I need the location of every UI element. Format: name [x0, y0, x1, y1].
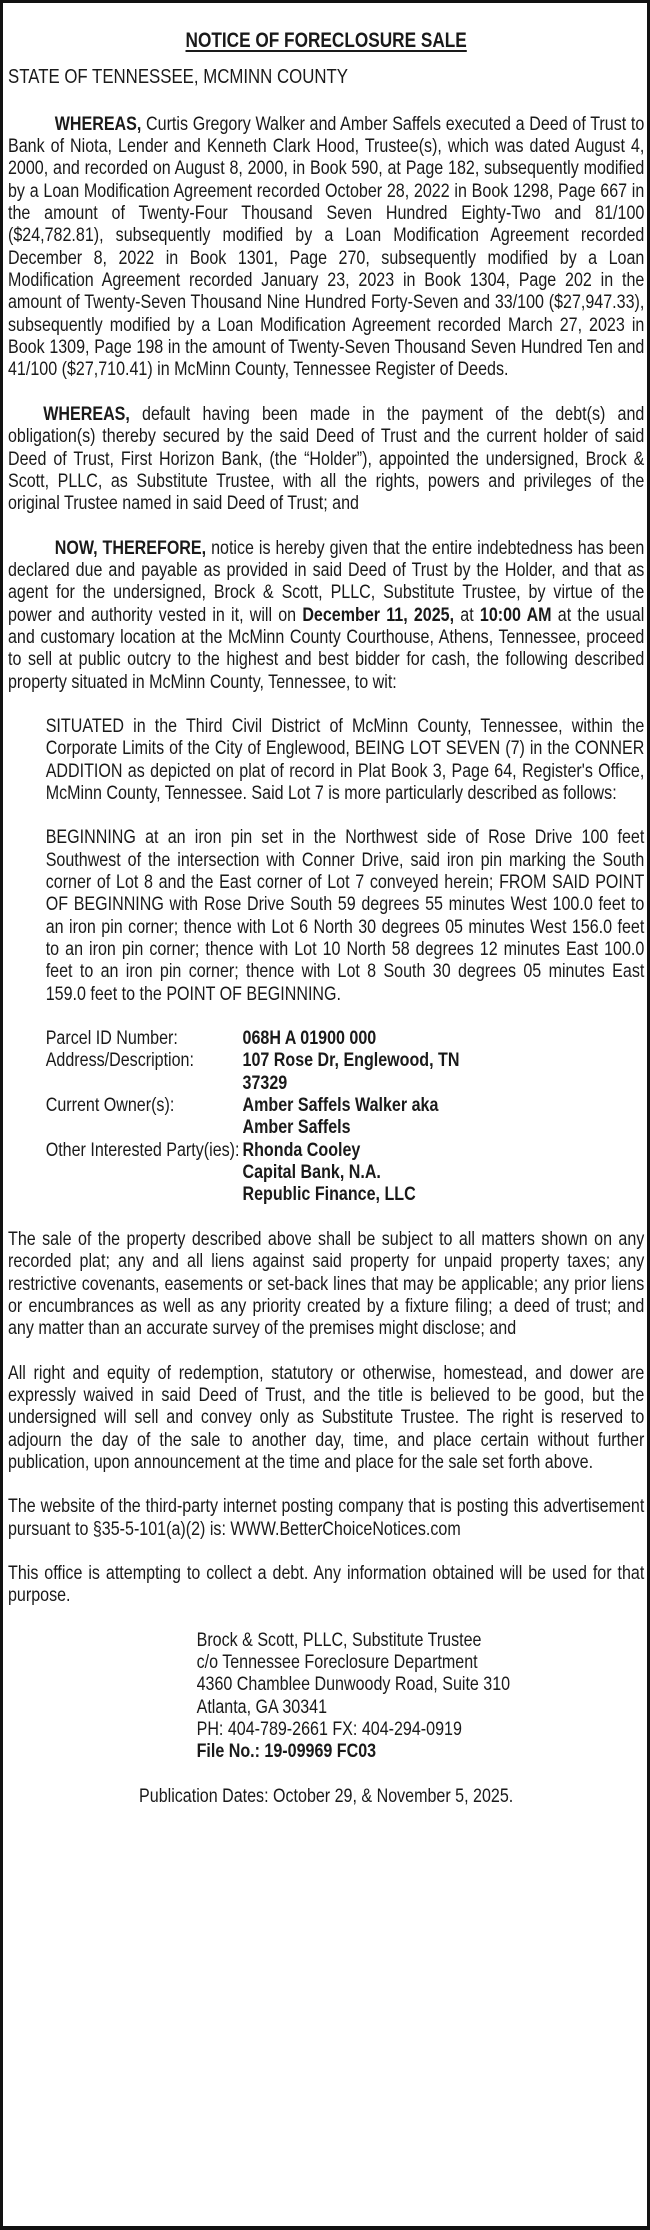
signature-line: Brock & Scott, PLLC, Substitute Trustee	[196, 1628, 482, 1651]
beginning-paragraph: BEGINNING at an iron pin set in the Northwest side of Rose Drive 100 feet Southwest of the intersection with Conner Drive, said iron pin marking the South corner of Lot 8 and the East corner of Lot 7 conveyed herein; FROM SAID POINT OF BEGINNING with Rose Drive South 59 degrees 55 minutes West 100.0 feet to an iron pin corner; thence with Lot 6 North 30 degrees 05 minutes West 156.0 feet to an iron pin corner; thence with Lot 10 North 58 degrees 12 minutes East 100.0 feet to an iron pin corner; thence with Lot 8 South 30 degrees 05 minutes East 159.0 feet to the POINT OF BEGINNING.	[45, 826, 645, 1005]
address-value: 107 Rose Dr, Englewood, TN 37329	[242, 1049, 460, 1094]
now-therefore-text: at the usual and customary location at the McMinn County Courthouse, Athens, Tennessee, proceed to sell at public outcry to the highest and best bidder for cash, the following described property situated in McMinn County, Tennessee, to wit:	[8, 603, 645, 693]
whereas-deed-paragraph	[8, 113, 644, 381]
signature-line: c/o Tennessee Foreclosure Department	[196, 1650, 478, 1673]
signature-line: PH: 404-789-2661 FX: 404-294-0919	[196, 1718, 462, 1740]
sale-date: December 11, 2025,	[302, 603, 455, 626]
debt-notice-paragraph: This office is attempting to collect a debt. Any information obtained will be used for that purpose.	[8, 1561, 645, 1607]
now-therefore-text: at	[454, 603, 480, 626]
info-label: Address/Description:	[45, 1049, 194, 1072]
property-description	[46, 715, 645, 1206]
signature-line: 4360 Chamblee Dunwoody Road, Suite 310	[196, 1673, 511, 1696]
redemption-paragraph: All right and equity of redemption, statutory or otherwise, homestead, and dower are expressly waived in said Deed of Trust, and the title is believed to be good, but the undersigned will sell and convey only as Substitute Trustee. The right is reserved to adjourn the day of the sale to another day, time, and place certain without further publication, upon announcement at the time and place for the sale set forth above.	[8, 1361, 645, 1473]
interested-parties-value: Rhonda Cooley Capital Bank, N.A. Republic Finance, LLC	[242, 1138, 416, 1206]
whereas-lead: WHEREAS,	[54, 112, 142, 135]
info-label: Other Interested Party(ies):	[45, 1138, 240, 1161]
publication-dates: Publication Dates: October 29, & November 5, 2025.	[139, 1784, 514, 1807]
file-number: File No.: 19-09969 FC03	[196, 1740, 377, 1763]
info-label: Current Owner(s):	[45, 1094, 175, 1117]
state-county-line: STATE OF TENNESSEE, MCMINN COUNTY	[8, 65, 348, 89]
sale-subject-paragraph: The sale of the property described above shall be subject to all matters shown on any recorded plat; any and all liens against said property for unpaid property taxes; any restrictive covenants, easements or set-back lines that may be applicable; any prior liens or encumbrances as well as any priority created by a fixture filing; a deed of trust; and any matter than an accurate survey of the premises might disclose; and	[8, 1227, 645, 1340]
parcel-id-value: 068H A 01900 000	[242, 1027, 377, 1050]
now-therefore-lead: NOW, THEREFORE,	[54, 536, 207, 559]
sale-time: 10:00 AM	[479, 603, 552, 626]
signature-line: Atlanta, GA 30341	[196, 1695, 328, 1718]
website-paragraph: The website of the third-party internet posting company that is posting this advertisement pursuant to §35-5-101(a)(2) is: WWW.BetterChoiceNotices.com	[8, 1495, 645, 1540]
info-label: Parcel ID Number:	[45, 1027, 178, 1050]
now-therefore-paragraph	[8, 537, 644, 693]
whereas-default-text: default having been made in the payment of the debt(s) and obligation(s) thereby secured by the said Deed of Trust and the current holder of said Deed of Trust, First Horizon Bank, (the “Holder”), appointed the undersigned, Brock & Scott, PLLC, as Substitute Trustee, with all the rights, powers and privileges of the original Trustee named in said Deed of Trust; and	[8, 402, 645, 515]
property-info-table	[46, 1027, 645, 1206]
notice-body	[8, 3, 644, 1807]
now-therefore-text: notice is hereby given that the entire indebtedness has been declared due and payable as provided in said Deed of Trust by the Holder, and that as agent for the undersigned, Brock & Scott, PLLC, Substitute Trustee, by virtue of the power and authority vested in it, will on	[8, 536, 645, 626]
notice-title	[8, 30, 644, 52]
notice-title-text: NOTICE OF FORECLOSURE SALE	[185, 29, 467, 52]
owner-value: Amber Saffels Walker aka Amber Saffels	[242, 1094, 439, 1139]
whereas-lead: WHEREAS,	[43, 402, 130, 425]
situated-paragraph: SITUATED in the Third Civil District of McMinn County, Tennessee, within the Corporate Limits of the City of Englewood, BEING LOT SEVEN (7) in the CONNER ADDITION as depicted on plat of record in Plat Book 3, Page 64, Register's Office, McMinn County, Tennessee. Said Lot 7 is more particularly described as follows:	[45, 714, 645, 804]
whereas-deed-text: Curtis Gregory Walker and Amber Saffels executed a Deed of Trust to Bank of Niota, Lender and Kenneth Clark Hood, Trustee(s), which was dated August 4, 2000, and recorded on August 8, 2000, in Book 590, at Page 182, subsequently modified by a Loan Modification Agreement recorded October 28, 2022 in Book 1298, Page 667 in the amount of Twenty-Four Thousand Seven Hundred Eighty-Two and 81/100 ($24,782.81), subsequently modified by a Loan Modification Agreement recorded December 8, 2022 in Book 1301, Page 270, subsequently modified by a Loan Modification Agreement recorded January 23, 2023 in Book 1304, Page 202 in the amount of Twenty-Seven Thousand Nine Hundred Forty-Seven and 33/100 ($27,947.33), subsequently modified by a Loan Modification Agreement recorded March 27, 2023 in Book 1309, Page 198 in the amount of Twenty-Seven Thousand Seven Hundred Ten and 41/100 ($27,710.41) in McMinn County, Tennessee Register of Deeds.	[8, 112, 645, 381]
trustee-signature-block	[197, 1629, 645, 1763]
whereas-default-paragraph	[8, 403, 644, 515]
